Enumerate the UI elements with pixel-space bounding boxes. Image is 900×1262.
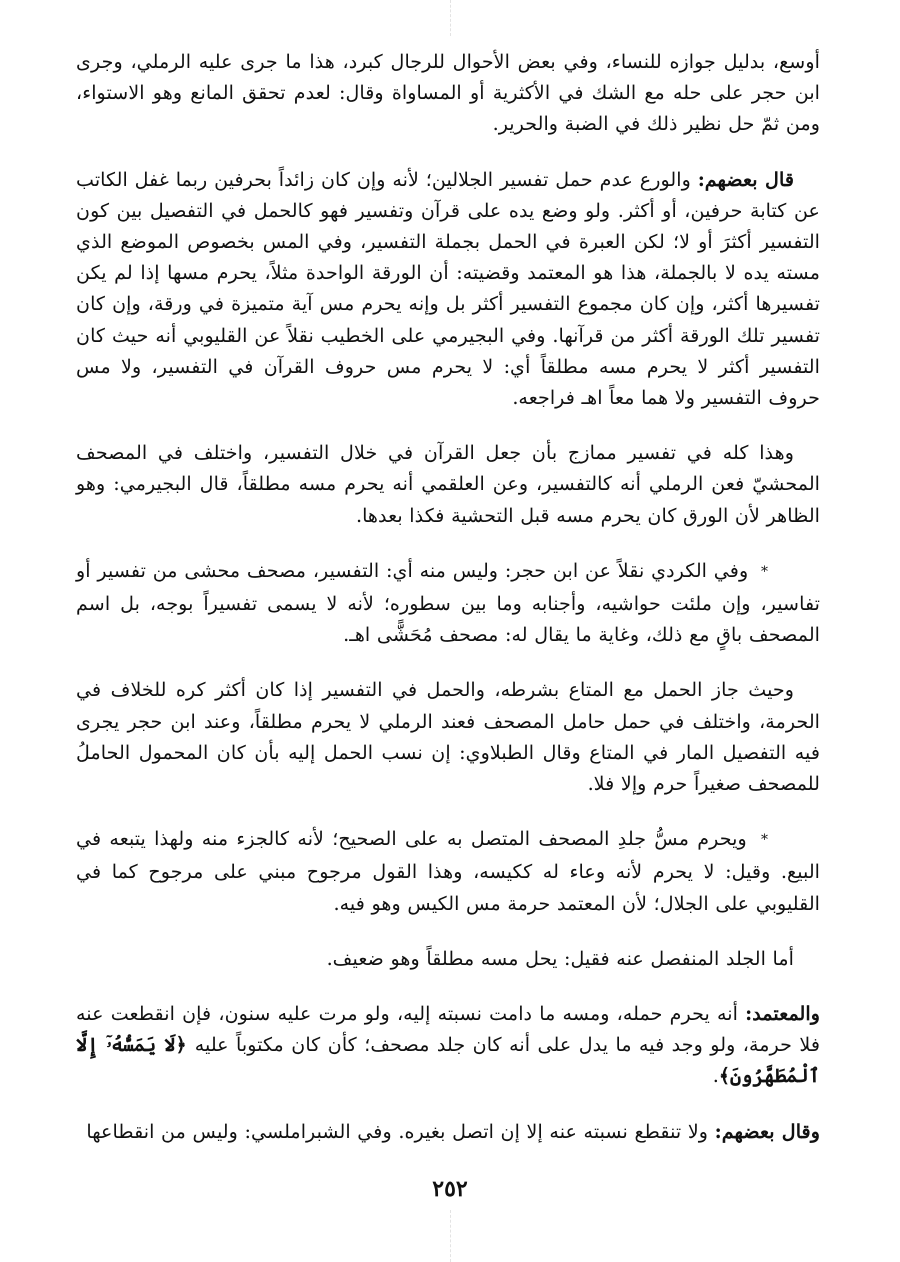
paragraph-1: [76, 46, 820, 140]
paragraph-text: وفي الكردي نقلاً عن ابن حجر: وليس منه أي: التفسير، مصحف محشى من تفسير أو تفاسير، وإن ملئت حواشيه، وأجنابه وما بين سطوره؛ لأنه لا يسمى تفسيراً بوجه، بل اسم المصحف باقٍ مع ذلك، وغاية ما يقال له: مصحف مُحَشًّى اهـ.: [76, 558, 820, 647]
paragraph-9: [76, 1116, 820, 1147]
paragraph-text: والورع عدم حمل تفسير الجلالين؛ لأنه وإن كان زائداً بحرفين ربما غفل الكاتب عن كتابة حرفين، أو أكثر. ولو وضع يده على قرآن وتفسير فهو كالحمل في التفصيل بين كون التفسير أكثرَ أو لا؛ لكن العبرة في الحمل بجملة التفسير، وفي المس بخصوص الموضع الذي مسته يده لا بالجملة، هذا هو المعتمد وقضيته: أن الورقة الواحدة مثلاً، يحرم مسها إذا لم يكن تفسيرها أكثر، وإن كان مجموع التفسير أكثر بل وإنه يحرم مس آية متميزة في ورقة، وإن كان تفسير تلك الورقة أكثر من قرآنها. وفي البجيرمي على الخطيب نقلاً عن القليوبي أنه حيث كان التفسير أكثر لا يحرم مسه مطلقاً أي: لا يحرم مس حروف القرآن في التفسير، ولا مس حروف التفسير ولا هما معاً اهـ فراجعه.: [76, 167, 820, 410]
paragraph-text: أوسع، بدليل جوازه للنساء، وفي بعض الأحوال للرجال كبرد، هذا ما جرى عليه الرملي، وجرى ابن حجر على حله مع الشك في الأكثرية أو المساواة وقال: لعدم تحقق المانع وهو الاستواء، ومن ثمّ حل نظير ذلك في الضبة والحرير.: [76, 50, 820, 136]
paragraph-text: أنه يحرم حمله، ومسه ما دامت نسبته إليه، ولو مرت عليه سنون، فإن انقطعت عنه فلا حرمة، ولو وجد فيه ما يدل على أنه كان جلد مصحف؛ كأن كان مكتوباً عليه: [76, 1002, 820, 1057]
paragraph-tail: .: [712, 1064, 719, 1088]
paragraph-3: [76, 437, 820, 531]
paragraph-2: [76, 164, 820, 414]
paragraph-lead: قال بعضهم:: [697, 167, 794, 191]
fold-line-bottom: [450, 1210, 451, 1262]
fold-line-top: [450, 0, 451, 36]
paragraph-text: أما الجلد المنفصل عنه فقيل: يحل مسه مطلقاً وهو ضعيف.: [326, 946, 794, 970]
paragraph-text: ويحرم مسُّ جلدِ المصحف المتصل به على الصحيح؛ لأنه كالجزء منه ولهذا يتبعه في البيع. وقيل: لا يحرم لأنه وعاء له ككيسه، وهذا القول مرجوح مبني على مرجوح كما في القليوبي على الجلال؛ لأن المعتمد حرمة مس الكيس وهو فيه.: [76, 827, 820, 915]
paragraph-lead: وقال بعضهم:: [714, 1119, 820, 1143]
quran-quote: ﴿لَا يَمَسُّهُۥٓ إِلَّا ٱلْمُطَهَّرُونَ﴾: [76, 1033, 820, 1088]
paragraph-5: [76, 674, 820, 799]
page-number: ٢٥٢: [432, 1176, 468, 1202]
page-text: [76, 46, 820, 1147]
paragraph-lead: والمعتمد:: [745, 1002, 820, 1026]
paragraph-text: وهذا كله في تفسير ممازج بأن جعل القرآن في خلال التفسير، واختلف في المصحف المحشيّ فعن الرملي أنه كالتفسير، وعن العلقمي أنه يحرم مسه مطلقاً، قال البجيرمي: وهو الظاهر لأن الورق كان يحرم مسه قبل التحشية فكذا بعدها.: [76, 441, 820, 527]
paragraph-4: [76, 555, 820, 651]
asterisk-icon: *: [761, 832, 768, 849]
paragraph-text: ولا تنقطع نسبته عنه إلا إن اتصل بغيره. وفي الشبراملسي: وليس من انقطاعها: [86, 1119, 715, 1143]
paragraph-8: [76, 998, 820, 1092]
paragraph-text: وحيث جاز الحمل مع المتاع بشرطه، والحمل في التفسير إذا كان أكثر كره للخلاف في الحرمة، واختلف في حمل حامل المصحف فعند الرملي لا يحرم مطلقاً، وعند ابن حجر يجرى فيه التفصيل المار في المتاع وقال الطبلاوي: إن نسب الحمل إليه بأن كان المحمول الحاملُ للمصحف صغيراً حرم وإلا فلا.: [76, 678, 820, 796]
asterisk-icon: *: [761, 563, 768, 580]
paragraph-6: [76, 823, 820, 919]
paragraph-7: [76, 943, 820, 974]
